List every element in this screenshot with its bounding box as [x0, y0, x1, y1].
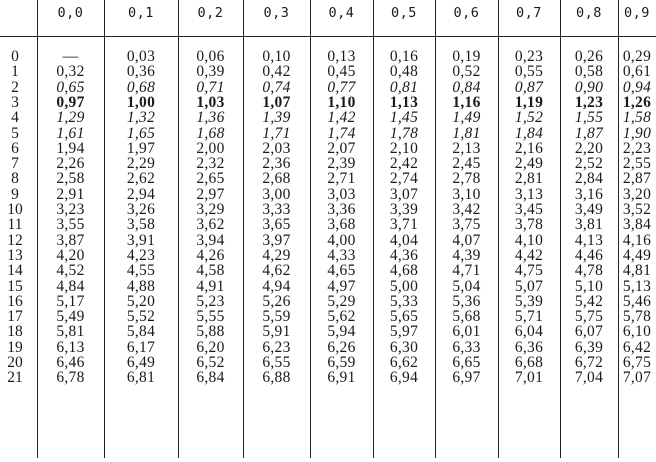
- table-cell: 4,62: [262, 262, 291, 280]
- table-cell: 4,78: [574, 262, 604, 280]
- column-divider: [373, 0, 374, 458]
- table-cell: 0,03: [126, 48, 156, 65]
- table-cell: 4,55: [126, 262, 156, 280]
- table-cell: 3,81: [574, 216, 604, 234]
- table-cell: 3,58: [126, 216, 156, 234]
- table-cell: 2,55: [622, 155, 652, 173]
- table-cell: 6,42: [622, 338, 652, 356]
- table-cell: 5,17: [56, 292, 85, 310]
- table-cell: 0,26: [574, 48, 604, 65]
- table-cell: 3,91: [126, 231, 156, 249]
- table-cell: 2,87: [622, 170, 652, 188]
- table-cell: 1,87: [574, 124, 604, 142]
- table-cell: 0,65: [56, 78, 85, 96]
- table-cell: 3,23: [56, 201, 85, 218]
- row-label: 16: [7, 292, 23, 310]
- table-cell: 1,81: [452, 124, 481, 142]
- table-cell: 1,94: [56, 139, 85, 157]
- table-cell: 3,62: [196, 216, 225, 234]
- row-label: 8: [11, 170, 19, 188]
- row-label: 11: [7, 216, 23, 234]
- table-cell: 2,91: [56, 185, 85, 203]
- table-cell: 2,62: [126, 170, 156, 188]
- table-cell: 5,42: [574, 292, 604, 310]
- table-cell: 2,45: [452, 155, 481, 173]
- table-cell: 4,42: [514, 246, 544, 264]
- table-cell: 5,36: [452, 292, 481, 310]
- row-label: 19: [7, 338, 23, 356]
- table-cell: 4,16: [622, 231, 652, 249]
- table-cell: 1,65: [126, 124, 156, 142]
- table-cell: 2,84: [574, 170, 604, 188]
- table-cell: 4,65: [327, 262, 356, 280]
- table-cell: 3,68: [327, 216, 356, 234]
- table-cell: 0,23: [514, 48, 544, 65]
- table-cell: 4,36: [389, 246, 419, 264]
- table-cell: 6,13: [56, 338, 85, 356]
- table-cell: 3,16: [574, 185, 604, 203]
- table-cell: 2,65: [196, 170, 225, 188]
- table-cell: 5,55: [196, 308, 225, 326]
- table-cell: 6,59: [327, 354, 356, 371]
- table-cell: 5,59: [262, 308, 291, 326]
- column-divider: [435, 0, 436, 458]
- table-cell: 6,49: [126, 354, 156, 371]
- column-header: 0,0: [57, 5, 84, 21]
- table-cell: 3,13: [514, 185, 544, 203]
- table-cell: 2,10: [389, 139, 419, 157]
- table-cell: 6,72: [574, 354, 604, 371]
- table-cell: 2,03: [262, 139, 291, 157]
- table-cell: 1,97: [126, 139, 156, 157]
- table-cell: 0,39: [196, 63, 225, 81]
- table-cell: 2,13: [452, 139, 481, 157]
- table-cell: 3,49: [574, 201, 604, 218]
- table-cell: 0,36: [126, 63, 156, 81]
- table-cell: 6,75: [622, 354, 652, 371]
- table-cell: 4,39: [452, 246, 481, 264]
- table-cell: 0,74: [262, 78, 291, 96]
- table-cell: 6,88: [262, 369, 291, 387]
- table-cell: 4,68: [389, 262, 419, 280]
- table-cell: 0,55: [514, 63, 544, 81]
- table-cell: 5,07: [514, 277, 544, 295]
- table-cell: 2,58: [56, 170, 85, 188]
- row-label: 6: [11, 139, 19, 157]
- table-cell: 1,19: [514, 93, 544, 111]
- table-cell: 4,97: [327, 277, 356, 295]
- table-cell: 3,52: [622, 201, 652, 218]
- table-cell: 5,00: [389, 277, 419, 295]
- table-cell: 0,52: [452, 63, 481, 81]
- table-cell: 3,20: [622, 185, 652, 203]
- table-cell: 3,55: [56, 216, 85, 234]
- column-header: 0,7: [516, 5, 542, 21]
- table-cell: 5,75: [574, 308, 604, 326]
- table-cell: 1,74: [327, 124, 356, 142]
- table-cell: 3,78: [514, 216, 544, 234]
- table-cell: 1,03: [196, 93, 225, 111]
- table-cell: 1,58: [622, 109, 652, 127]
- column-header: 0,1: [128, 5, 154, 21]
- table-cell: 1,00: [126, 93, 156, 111]
- table-cell: 3,42: [452, 201, 481, 218]
- table-cell: 1,42: [327, 109, 356, 127]
- table-cell: 1,68: [196, 124, 225, 142]
- table-cell: 5,04: [452, 277, 481, 295]
- table-cell: 2,16: [514, 139, 544, 157]
- table-cell: 4,81: [622, 262, 652, 280]
- table-cell: 5,91: [262, 323, 291, 341]
- column-divider: [37, 0, 38, 458]
- table-cell: 5,52: [126, 308, 156, 326]
- table-cell: 6,91: [327, 369, 356, 387]
- table-cell: 3,10: [452, 185, 481, 203]
- table-cell: 6,20: [196, 338, 225, 356]
- table-cell: 1,26: [622, 93, 652, 111]
- table-cell: 4,71: [452, 262, 481, 280]
- table-cell: 3,39: [389, 201, 419, 218]
- table-cell: 5,46: [622, 292, 652, 310]
- row-label: 18: [7, 323, 23, 341]
- table-cell: 2,36: [262, 155, 291, 173]
- table-cell: 5,88: [196, 323, 225, 341]
- table-cell: 1,13: [389, 93, 419, 111]
- table-cell: 0,58: [574, 63, 604, 81]
- table-cell: 7,07: [622, 369, 652, 387]
- table-cell: 0,42: [262, 63, 291, 81]
- row-label: 9: [11, 185, 19, 203]
- table-cell: 2,68: [262, 170, 291, 188]
- table-cell: 1,55: [574, 109, 604, 127]
- table-cell: 6,01: [452, 323, 481, 341]
- table-cell: 3,45: [514, 201, 544, 218]
- table-cell: 1,23: [574, 93, 604, 111]
- table-cell: 6,81: [126, 369, 156, 387]
- table-cell: 1,61: [56, 124, 85, 142]
- table-cell: 1,07: [262, 93, 291, 111]
- table-cell: 6,52: [196, 354, 225, 371]
- table-cell: 4,84: [56, 277, 85, 295]
- table-cell: 1,36: [196, 109, 225, 127]
- column-divider: [178, 0, 179, 458]
- table-cell: 1,78: [389, 124, 419, 142]
- table-cell: —: [62, 48, 79, 65]
- column-header: 0,2: [197, 5, 224, 21]
- header-divider: [0, 36, 656, 37]
- table-cell: 5,33: [389, 292, 419, 310]
- table-cell: 0,29: [622, 48, 652, 65]
- row-label: 14: [7, 262, 23, 280]
- table-cell: 3,07: [389, 185, 419, 203]
- table-cell: 4,26: [196, 246, 225, 264]
- table-cell: 3,26: [126, 201, 156, 218]
- table-cell: 2,97: [196, 185, 225, 203]
- table-cell: 1,39: [262, 109, 291, 127]
- table-cell: 5,97: [389, 323, 419, 341]
- table-cell: 4,58: [196, 262, 225, 280]
- column-divider: [243, 0, 244, 458]
- table-cell: 4,94: [262, 277, 291, 295]
- table-cell: 0,13: [327, 48, 356, 65]
- row-label: 4: [11, 109, 19, 127]
- table-cell: 1,32: [126, 109, 156, 127]
- table-cell: 5,68: [452, 308, 481, 326]
- table-cell: 0,90: [574, 78, 604, 96]
- table-cell: 5,39: [514, 292, 544, 310]
- table-cell: 0,84: [452, 78, 481, 96]
- table-cell: 6,55: [262, 354, 291, 371]
- table-cell: 0,87: [514, 78, 544, 96]
- table-cell: 5,84: [126, 323, 156, 341]
- table-cell: 6,04: [514, 323, 544, 341]
- row-label: 1: [11, 63, 19, 81]
- table-cell: 5,29: [327, 292, 356, 310]
- table-cell: 1,90: [622, 124, 652, 142]
- table-cell: 2,39: [327, 155, 356, 173]
- table-cell: 0,19: [452, 48, 481, 65]
- table-cell: 2,49: [514, 155, 544, 173]
- table-cell: 3,33: [262, 201, 291, 218]
- table-cell: 3,29: [196, 201, 225, 218]
- table-cell: 5,81: [56, 323, 85, 341]
- table-cell: 2,29: [126, 155, 156, 173]
- table-cell: 4,13: [574, 231, 604, 249]
- table-cell: 0,68: [126, 78, 156, 96]
- row-label: 5: [11, 124, 19, 142]
- table-cell: 6,84: [196, 369, 225, 387]
- table-cell: 4,33: [327, 246, 356, 264]
- table-cell: 0,97: [56, 93, 85, 111]
- table-cell: 6,26: [327, 338, 356, 356]
- table-cell: 1,84: [514, 124, 544, 142]
- table-cell: 3,87: [56, 231, 85, 249]
- row-label: 13: [7, 246, 23, 264]
- table-cell: 3,71: [389, 216, 419, 234]
- table-cell: 1,45: [389, 109, 419, 127]
- table-cell: 5,71: [514, 308, 544, 326]
- table-cell: 0,45: [327, 63, 356, 81]
- table-cell: 3,00: [262, 185, 291, 203]
- row-label: 20: [7, 354, 23, 371]
- table-cell: 6,97: [452, 369, 481, 387]
- column-divider: [104, 0, 105, 458]
- table-cell: 1,29: [56, 109, 85, 127]
- table-cell: 0,77: [327, 78, 356, 96]
- column-divider: [618, 0, 619, 458]
- table-cell: 1,52: [514, 109, 544, 127]
- table-cell: 5,10: [574, 277, 604, 295]
- table-cell: 6,46: [56, 354, 85, 371]
- table-cell: 0,61: [622, 63, 652, 81]
- table-cell: 6,36: [514, 338, 544, 356]
- table-cell: 6,07: [574, 323, 604, 341]
- table-cell: 2,78: [452, 170, 481, 188]
- table-cell: 6,68: [514, 354, 544, 371]
- table-cell: 3,75: [452, 216, 481, 234]
- table-cell: 4,20: [56, 246, 85, 264]
- table-cell: 5,94: [327, 323, 356, 341]
- table-cell: 1,49: [452, 109, 481, 127]
- table-cell: 0,94: [622, 78, 652, 96]
- table-cell: 0,48: [389, 63, 419, 81]
- table-cell: 2,74: [389, 170, 419, 188]
- table-cell: 4,46: [574, 246, 604, 264]
- table-cell: 5,78: [622, 308, 652, 326]
- table-cell: 5,23: [196, 292, 225, 310]
- table-cell: 7,04: [574, 369, 604, 387]
- table-cell: 4,04: [389, 231, 419, 249]
- column-divider: [498, 0, 499, 458]
- table-cell: 4,52: [56, 262, 85, 280]
- table-cell: 0,71: [196, 78, 225, 96]
- table-cell: 3,36: [327, 201, 356, 218]
- table-cell: 5,26: [262, 292, 291, 310]
- table-cell: 6,65: [452, 354, 481, 371]
- table-cell: 2,20: [574, 139, 604, 157]
- row-label: 10: [7, 201, 23, 218]
- table-cell: 3,65: [262, 216, 291, 234]
- table-cell: 4,49: [622, 246, 652, 264]
- column-header: 0,5: [391, 5, 417, 21]
- table-cell: 6,78: [56, 369, 85, 387]
- table-cell: 5,62: [327, 308, 356, 326]
- column-divider: [310, 0, 311, 458]
- table-cell: 4,10: [514, 231, 544, 249]
- table-cell: 6,33: [452, 338, 481, 356]
- row-label: 2: [11, 78, 19, 96]
- table-cell: 6,23: [262, 338, 291, 356]
- row-label: 21: [7, 369, 23, 387]
- table-cell: 4,07: [452, 231, 481, 249]
- table-cell: 4,88: [126, 277, 156, 295]
- table-cell: 2,81: [514, 170, 544, 188]
- table-cell: 0,16: [389, 48, 419, 65]
- table-cell: 4,00: [327, 231, 356, 249]
- table-cell: 3,84: [622, 216, 652, 234]
- table-cell: 0,81: [389, 78, 419, 96]
- column-header: 0,8: [576, 5, 602, 21]
- table-cell: 0,10: [262, 48, 291, 65]
- table-cell: 5,13: [622, 277, 652, 295]
- row-label: 12: [7, 231, 23, 249]
- table-cell: 2,94: [126, 185, 156, 203]
- table-cell: 2,32: [196, 155, 225, 173]
- table-cell: 3,94: [196, 231, 225, 249]
- table-cell: 1,71: [262, 124, 291, 142]
- table-cell: 5,49: [56, 308, 85, 326]
- table-cell: 6,30: [389, 338, 419, 356]
- table-cell: 3,97: [262, 231, 291, 249]
- column-header: 0,4: [328, 5, 355, 21]
- row-label: 0: [11, 48, 19, 65]
- table-cell: 2,07: [327, 139, 356, 157]
- table-cell: 2,23: [622, 139, 652, 157]
- table-cell: 6,62: [389, 354, 419, 371]
- table-cell: 4,29: [262, 246, 291, 264]
- table-cell: 2,26: [56, 155, 85, 173]
- table-cell: 2,00: [196, 139, 225, 157]
- column-header: 0,9: [624, 5, 650, 21]
- table-cell: 2,71: [327, 170, 356, 188]
- table-cell: 2,52: [574, 155, 604, 173]
- row-label: 7: [11, 155, 19, 173]
- table-cell: 0,06: [196, 48, 225, 65]
- table-cell: 6,94: [389, 369, 419, 387]
- table-cell: 0,32: [56, 63, 85, 81]
- table-cell: 6,10: [622, 323, 652, 341]
- table-cell: 5,65: [389, 308, 419, 326]
- table-cell: 4,91: [196, 277, 225, 295]
- row-label: 3: [11, 93, 19, 111]
- table-cell: 6,39: [574, 338, 604, 356]
- row-label: 17: [7, 308, 23, 326]
- column-header: 0,3: [263, 5, 290, 21]
- table-cell: 1,16: [452, 93, 481, 111]
- column-header: 0,6: [453, 5, 480, 21]
- column-divider: [560, 0, 561, 458]
- table-cell: 4,23: [126, 246, 156, 264]
- table-cell: 5,20: [126, 292, 156, 310]
- table-cell: 2,42: [389, 155, 419, 173]
- table-cell: 1,10: [327, 93, 356, 111]
- table-cell: 3,03: [327, 185, 356, 203]
- row-label: 15: [7, 277, 23, 295]
- table-cell: 7,01: [514, 369, 544, 387]
- table-cell: 4,75: [514, 262, 544, 280]
- table-cell: 6,17: [126, 338, 156, 356]
